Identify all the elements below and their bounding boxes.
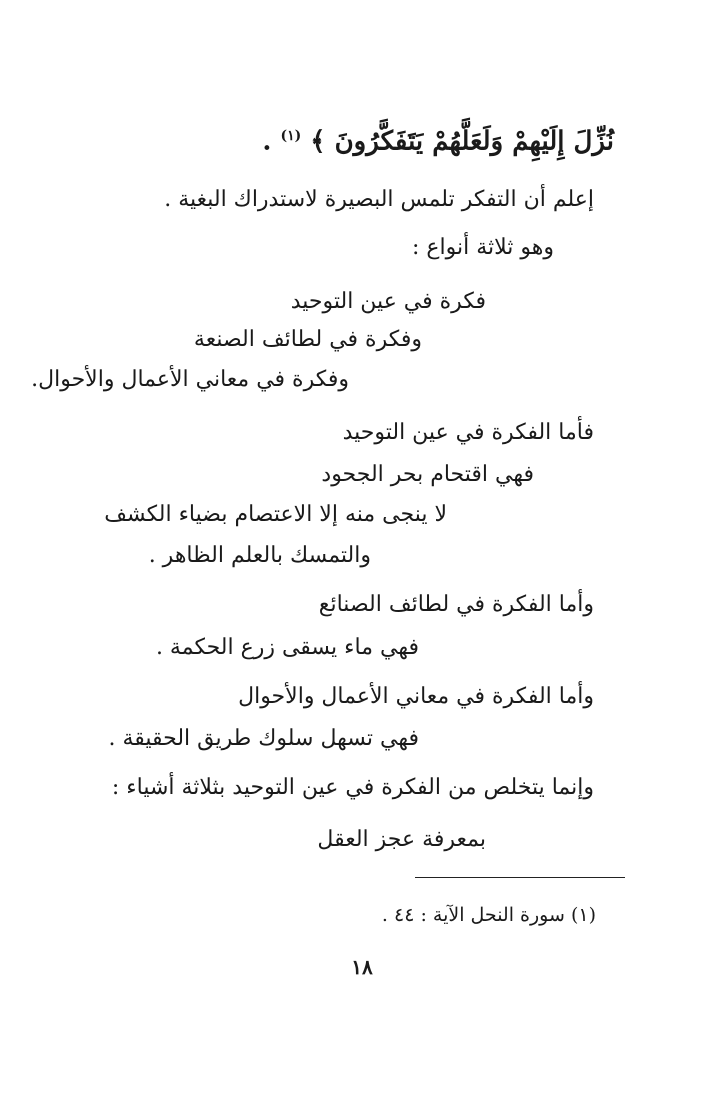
- text-line: إعلم أن التفكر تلمس البصيرة لاستدراك البغية .: [164, 187, 594, 212]
- text-line: فهي تسهل سلوك طريق الحقيقة .: [108, 726, 419, 751]
- text-line: وهو ثلاثة أنواع :: [412, 235, 554, 260]
- footnote-marker: (١): [280, 128, 302, 144]
- footnote-divider: [415, 877, 625, 878]
- text-line: وأما الفكرة في لطائف الصنائع: [318, 592, 594, 617]
- text-line: بمعرفة عجز العقل: [317, 827, 486, 852]
- text-line: لا ينجى منه إلا الاعتصام بضياء الكشف: [104, 502, 447, 527]
- text-line: فهي ماء يسقى زرع الحكمة .: [155, 635, 419, 660]
- footnote: (١) سورة النحل الآية : ٤٤ .: [381, 904, 596, 926]
- verse-end: .: [262, 126, 272, 157]
- text-line: فكرة في عين التوحيد: [290, 289, 486, 314]
- text-line: وأما الفكرة في معاني الأعمال والأحوال: [238, 684, 594, 709]
- text-line: وفكرة في لطائف الصنعة: [193, 327, 422, 352]
- text-line: وفكرة في معاني الأعمال والأحوال.: [31, 367, 349, 392]
- verse-text: نُزِّلَ إِلَيْهِمْ وَلَعَلَّهُمْ يَتَفَكَّرُونَ ﴾: [310, 126, 614, 157]
- text-line: فهي اقتحام بحر الجحود: [321, 462, 534, 487]
- text-line: فأما الفكرة في عين التوحيد: [342, 420, 594, 445]
- text-line: وإنما يتخلص من الفكرة في عين التوحيد بثلاثة أشياء :: [111, 775, 594, 800]
- quran-verse-line: [262, 118, 614, 160]
- page-number: ١٨: [351, 955, 373, 979]
- text-line: والتمسك بالعلم الظاهر .: [148, 543, 371, 568]
